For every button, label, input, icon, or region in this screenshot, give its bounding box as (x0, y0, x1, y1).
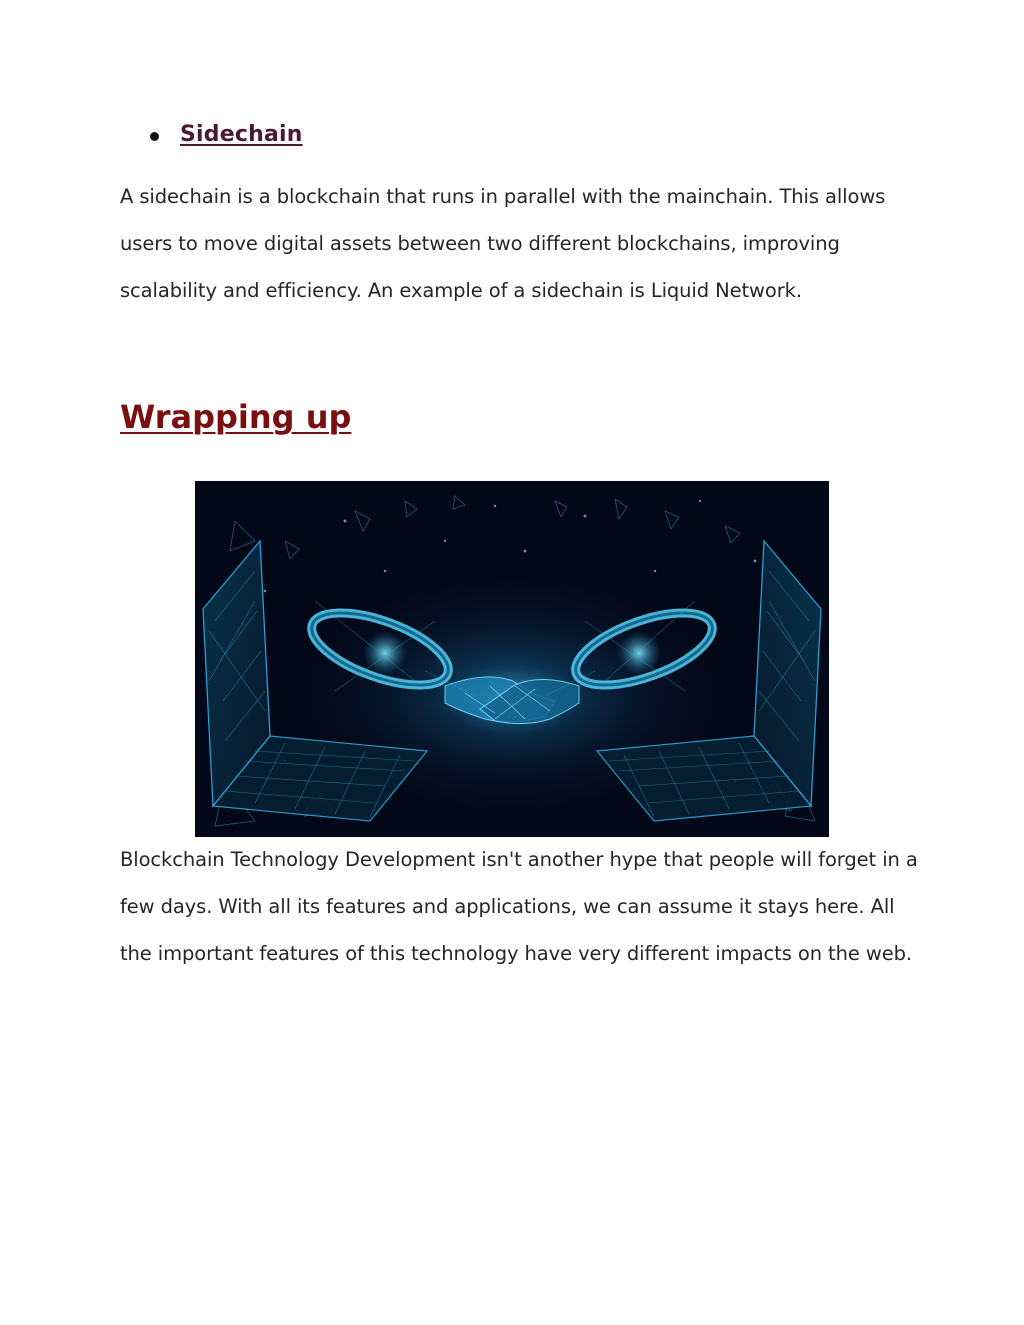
sidechain-link[interactable]: Sidechain (180, 122, 303, 147)
bullet-marker (150, 132, 159, 141)
handshake (442, 664, 582, 734)
sidechain-paragraph: A sidechain is a blockchain that runs in parallel with the mainchain. This allows users to move digital assets between two different blockchains, improving scalability and efficiency. An example of a sidechain is Liquid Network. (120, 185, 886, 302)
wrapping-up-paragraph: Blockchain Technology Development isn't another hype that people will forget in a few days. With all its features and applications, we can assume it stays here. All the important features of this technology have very different impacts on the web. (120, 848, 918, 965)
wrapping-up-heading[interactable]: Wrapping up (120, 398, 352, 436)
blockchain-handshake-image (195, 481, 829, 837)
blockchain-illustration-svg (195, 481, 829, 837)
bullet-list-item (150, 122, 303, 147)
